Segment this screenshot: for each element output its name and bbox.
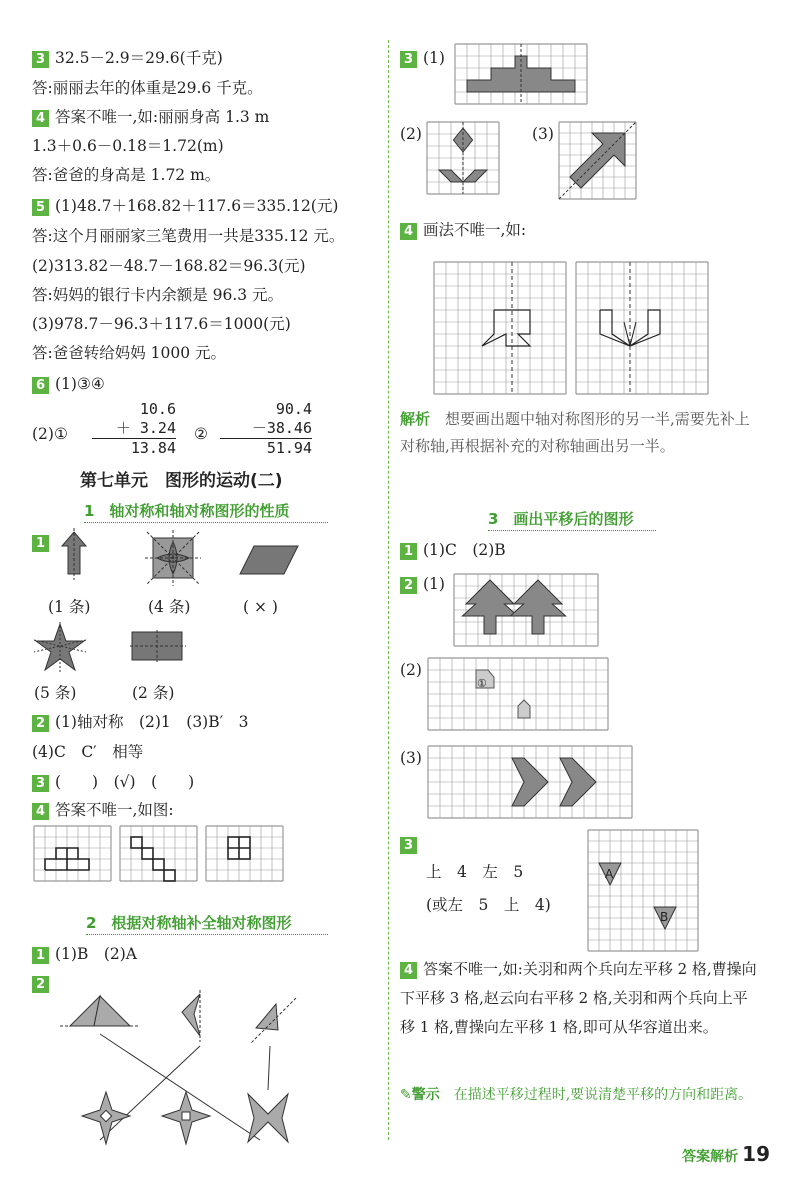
calc-line: 32.5－2.9＝29.6(千克) — [55, 49, 223, 67]
figure-label: (2 条) — [132, 684, 175, 702]
figure-label: ( × ) — [243, 598, 278, 616]
q-num: 4 — [400, 962, 417, 979]
figure-label: (4 条) — [148, 598, 191, 616]
answer-line: 答:爸爸转给妈妈 1000 元。 — [32, 344, 227, 362]
text-line: 答案不唯一,如图: — [55, 801, 174, 819]
calc-top: 90.4 — [275, 400, 312, 418]
s1q4 — [32, 800, 174, 820]
text-line: 答案不唯一,如:丽丽身高 1.3 m — [55, 108, 270, 126]
q-num: 3 — [32, 775, 49, 792]
grid-figure — [455, 44, 595, 104]
q-num: 3 — [400, 837, 417, 854]
circle-number: ① — [477, 677, 487, 690]
text-line: ( ) (√) ( ) — [55, 773, 195, 791]
q-num: 6 — [32, 377, 49, 394]
s3q1 — [400, 540, 506, 560]
page-number: 19 — [742, 1142, 770, 1166]
q-num: 1 — [32, 535, 49, 552]
calc-line: (1)48.7＋168.82＋117.6＝335.12(元) — [55, 197, 339, 215]
right-q4 — [400, 220, 526, 240]
figure-label: (5 条) — [34, 684, 77, 702]
text-line: 答案不唯一,如:关羽和两个兵向左平移 2 格,曹操向下平移 3 格,赵云向右平移 2 格,关羽和两个兵向上平移 1 格,曹操向左平移 1 格,即可从华容道出来。 — [400, 960, 757, 1036]
grid-figure — [428, 746, 632, 818]
section-title-2: 2 根据对称轴补全轴对称图形 — [86, 914, 292, 932]
grid-figure — [559, 122, 639, 202]
text-line: 上 4 左 5 — [426, 863, 524, 881]
text-line: (1)C (2)B — [423, 541, 506, 559]
column-divider — [388, 40, 389, 1140]
flower-square-figure — [145, 530, 201, 586]
section-title-1: 1 轴对称和轴对称图形的性质 — [84, 502, 290, 520]
vertical-calc-2 — [220, 400, 312, 458]
section-underline — [86, 934, 328, 935]
vertical-calc-1 — [92, 400, 176, 458]
s1q2 — [32, 712, 249, 732]
text-line: (4)C C′ 相等 — [32, 743, 144, 761]
calc-result: 51.94 — [220, 438, 312, 458]
text-line: (1) — [423, 49, 445, 67]
s1q1 — [32, 532, 55, 552]
q-num: 2 — [32, 715, 49, 732]
left-q3 — [32, 48, 223, 68]
q-num: 5 — [32, 199, 49, 216]
q-num: 4 — [32, 110, 49, 127]
circle-number: ② — [194, 425, 208, 443]
grid-figure — [588, 830, 698, 954]
calc-line: (2)313.82－48.7－168.82＝96.3(元) — [32, 257, 306, 275]
s2q2 — [32, 973, 55, 993]
calc-operand: ＋ 3.24 — [115, 419, 176, 437]
text-line: 画法不唯一,如: — [423, 221, 527, 239]
q-num: 1 — [32, 947, 49, 964]
right-q3 — [400, 48, 445, 68]
left-q5 — [32, 196, 338, 216]
grid-figure — [206, 826, 282, 882]
q-num: 2 — [32, 976, 49, 993]
text-line: (1) — [423, 575, 445, 593]
shape-label-a: A — [605, 867, 614, 881]
grid-figure — [576, 262, 708, 394]
warning-label: 警示 — [411, 1087, 440, 1103]
grid-figure — [120, 826, 196, 882]
q-num: 1 — [400, 543, 417, 560]
text-line: (3) — [400, 749, 422, 767]
parallelogram-figure — [240, 544, 300, 576]
analysis-block — [400, 406, 762, 460]
warning-text: 在描述平移过程时,要说清楚平移的方向和距离。 — [453, 1087, 753, 1103]
section-underline — [488, 530, 656, 531]
left-q4 — [32, 107, 269, 127]
text-line: (1)③④ — [55, 375, 105, 393]
shape-label-b: B — [660, 910, 669, 924]
calc-result: 13.84 — [92, 438, 176, 458]
grid-figure — [427, 122, 507, 194]
calc-line: 1.3＋0.6－0.18＝1.72(m) — [32, 137, 224, 155]
figure-label: (1 条) — [48, 598, 91, 616]
page-footer — [682, 1142, 770, 1166]
unit-title: 第七单元 图形的运动(二) — [80, 471, 283, 491]
section-underline — [84, 522, 328, 523]
left-q6 — [32, 374, 105, 394]
q-num: 2 — [400, 577, 417, 594]
calc-line: (3)978.7－96.3＋117.6＝1000(元) — [32, 315, 291, 333]
s2q1 — [32, 944, 137, 964]
complete-shapes — [78, 1090, 338, 1150]
q-num: 4 — [400, 223, 417, 240]
warning-icon: ✎ — [400, 1087, 412, 1103]
section-title-3: 3 画出平移后的图形 — [488, 510, 634, 528]
text-line: (3) — [532, 125, 554, 143]
text-line: (2)① — [32, 425, 68, 443]
text-line: (2) — [400, 125, 422, 143]
star-figure — [34, 622, 86, 672]
grid-figure — [434, 262, 566, 394]
grid-figure — [34, 826, 110, 882]
text-line: (或左 5 上 4) — [426, 896, 551, 914]
s3q2 — [400, 574, 445, 594]
q-num: 3 — [400, 51, 417, 68]
footer-label: 答案解析 — [682, 1149, 739, 1165]
text-line: (2) — [400, 661, 422, 679]
s3q3 — [400, 834, 423, 854]
calc-top: 10.6 — [139, 400, 176, 418]
text-line: (1)轴对称 (2)1 (3)B′ 3 — [55, 713, 249, 731]
answer-line: 答:丽丽去年的体重是29.6 千克。 — [32, 79, 263, 97]
q-num: 4 — [32, 803, 49, 820]
s1q3 — [32, 772, 194, 792]
text-line: (1)B (2)A — [55, 945, 137, 963]
answer-line: 答:爸爸的身高是 1.72 m。 — [32, 166, 221, 184]
grid-figure — [428, 658, 604, 730]
answer-line: 答:这个月丽丽家三笔费用一共是335.12 元。 — [32, 227, 345, 245]
rectangle-figure — [130, 630, 186, 662]
answer-line: 答:妈妈的银行卡内余额是 96.3 元。 — [32, 286, 284, 304]
arrow-figure — [60, 528, 96, 580]
q-num: 3 — [32, 51, 49, 68]
warning-block — [400, 1082, 760, 1109]
analysis-text: 想要画出题中轴对称图形的另一半,需要先补上对称轴,再根据补充的对称轴画出另一半。 — [400, 410, 750, 455]
s3q4 — [400, 955, 760, 1042]
grid-figure — [454, 574, 598, 646]
calc-operand: －38.46 — [251, 419, 312, 437]
analysis-label: 解析 — [400, 410, 431, 428]
